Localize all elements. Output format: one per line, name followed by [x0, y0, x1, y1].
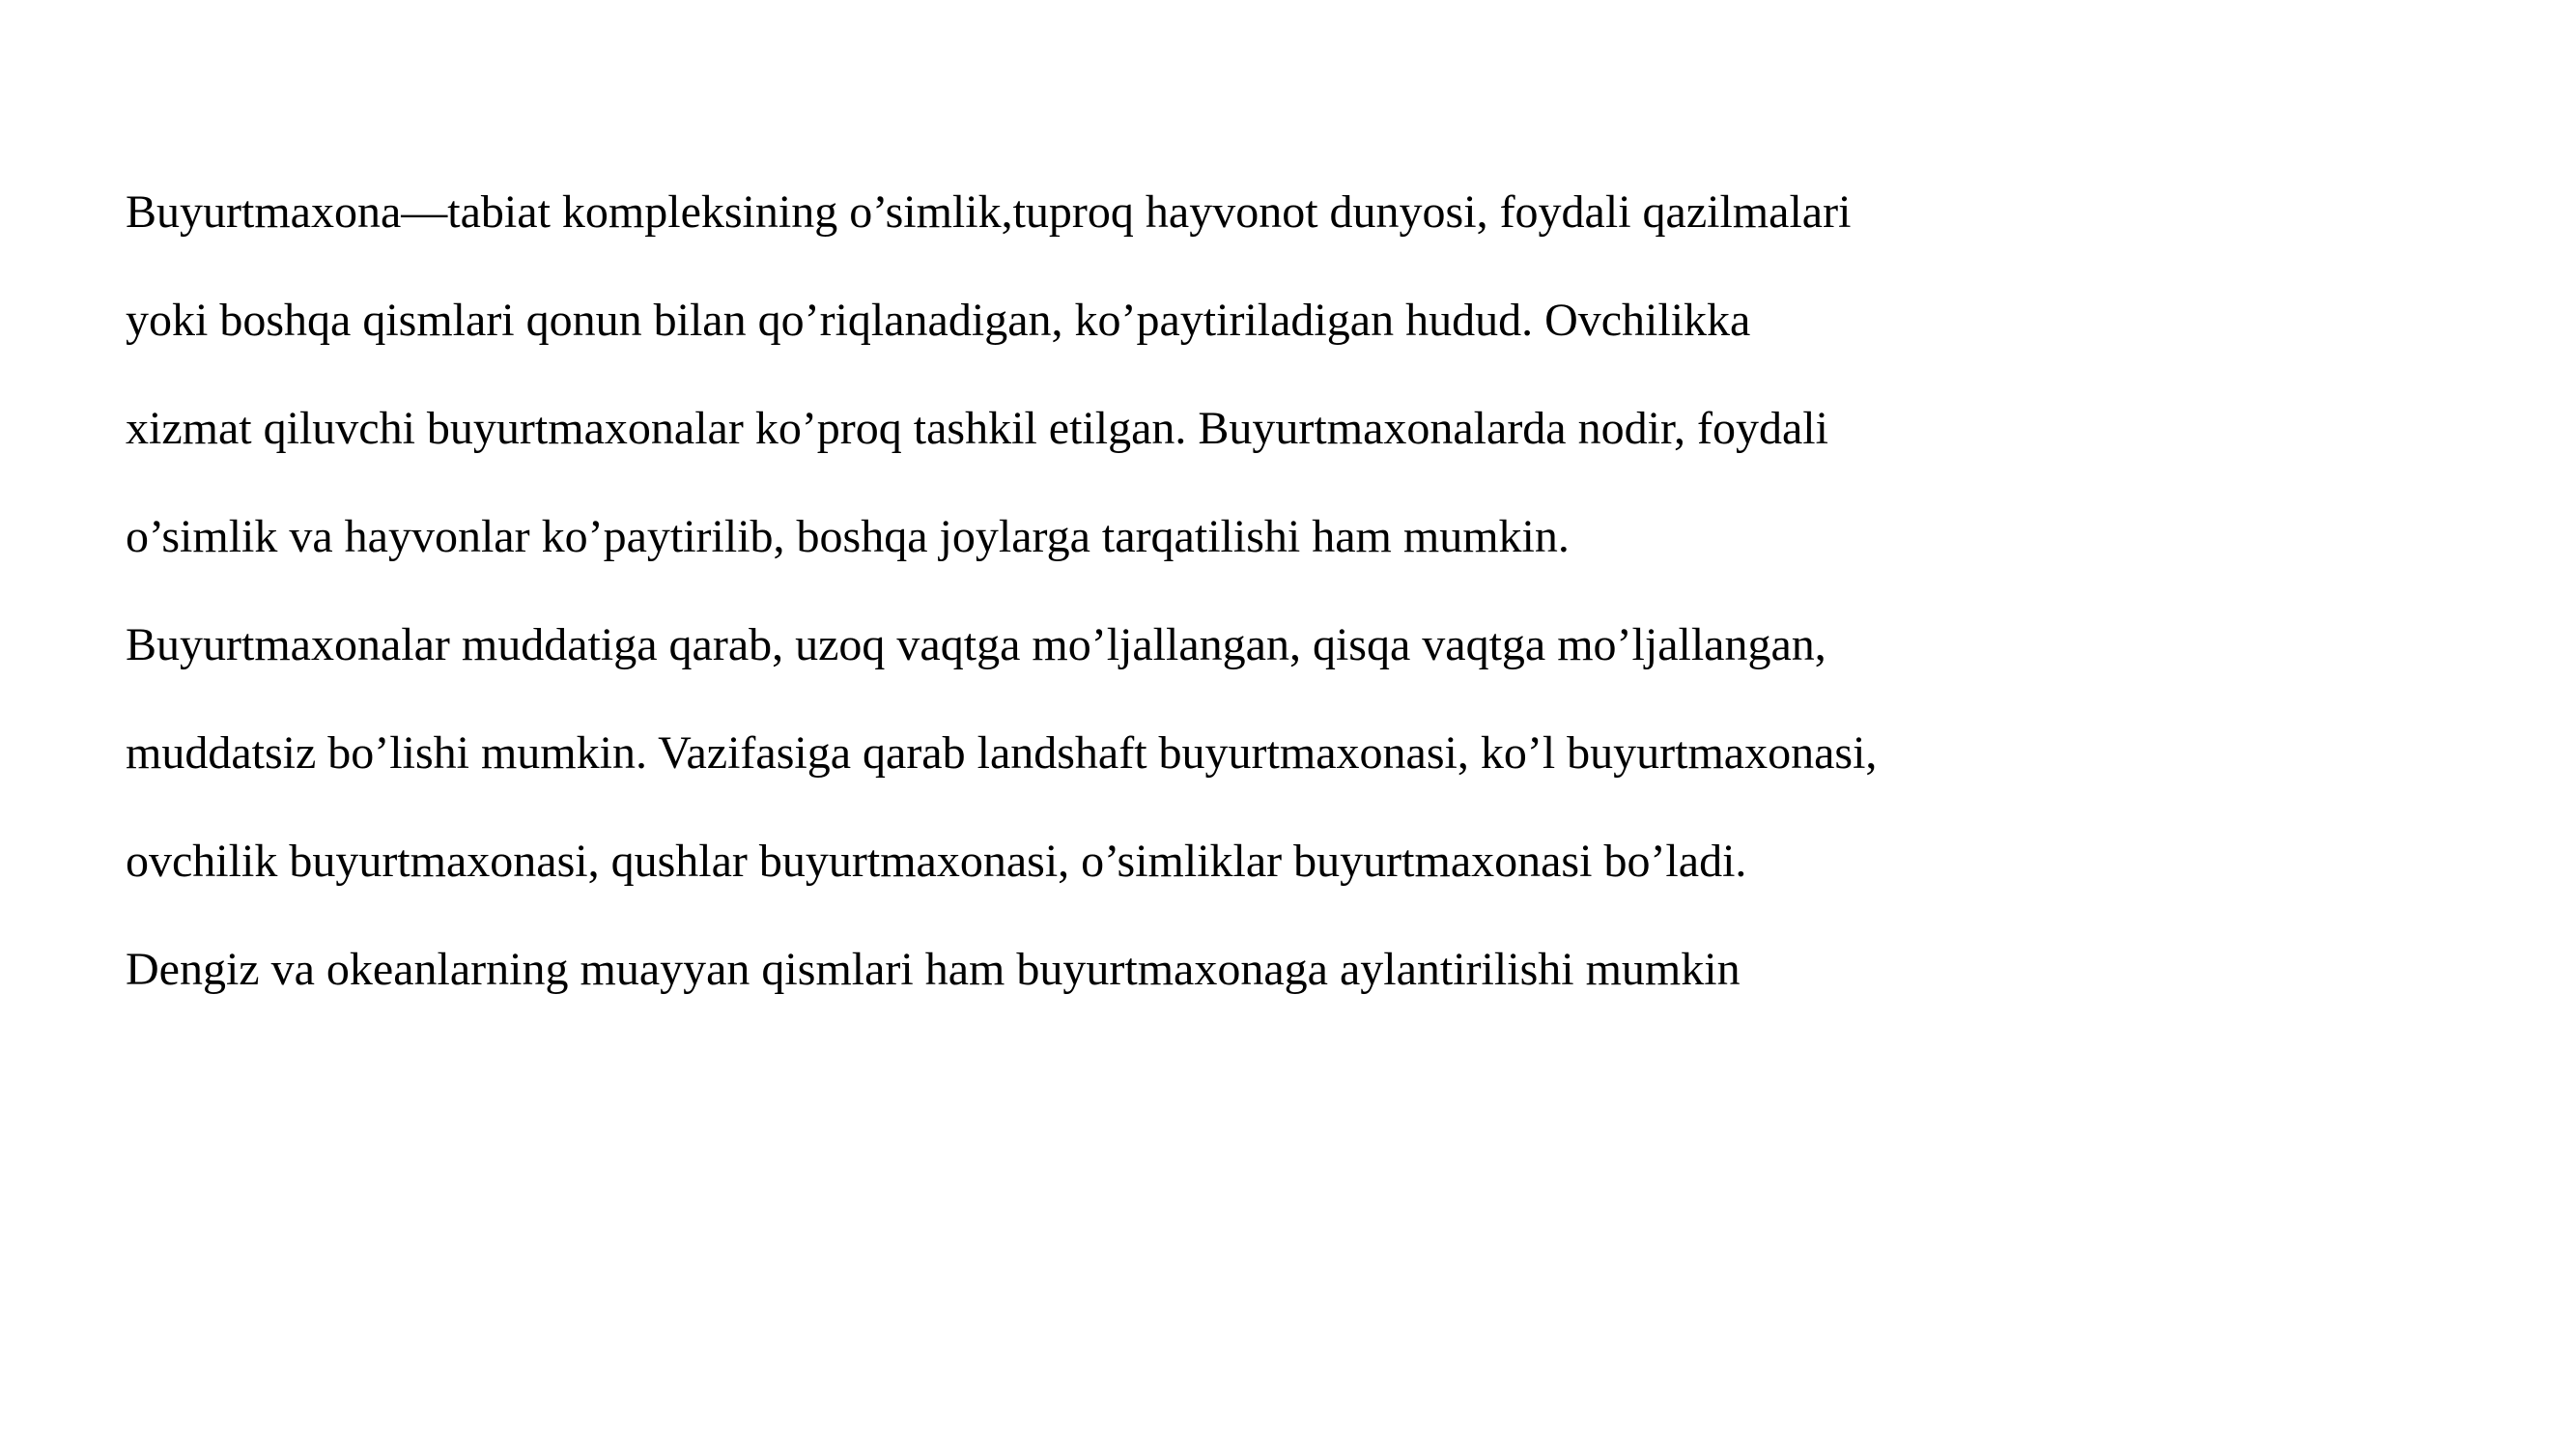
text-line: ovchilik buyurtmaxonasi, qushlar buyurtmaxonasi, o’simliklar buyurtmaxonasi bo’ladi. [126, 836, 1747, 887]
body-text [126, 174, 2444, 1039]
text-line: o’simlik va hayvonlar ko’paytirilib, boshqa joylarga tarqatilishi ham mumkin. [126, 511, 1570, 562]
text-line: Buyurtmaxona—tabiat kompleksining o’simlik,tuproq hayvonot dunyosi, foydali qazilmalari [126, 186, 1852, 238]
text-line: Buyurtmaxonalar muddatiga qarab, uzoq vaqtga mo’ljallangan, qisqa vaqtga mo’ljallangan, [126, 619, 1826, 670]
text-line: Dengiz va okeanlarning muayyan qismlari ham buyurtmaxonaga aylantirilishi mumkin [126, 944, 1741, 995]
text-line: xizmat qiluvchi buyurtmaxonalar ko’proq tashkil etilgan. Buyurtmaxonalarda nodir, foydali [126, 403, 1828, 454]
text-line: yoki boshqa qismlari qonun bilan qo’riqlanadigan, ko’paytiriladigan hudud. Ovchilikka [126, 295, 1751, 346]
text-line: muddatsiz bo’lishi mumkin. Vazifasiga qarab landshaft buyurtmaxonasi, ko’l buyurtmaxonasi, [126, 727, 1878, 779]
